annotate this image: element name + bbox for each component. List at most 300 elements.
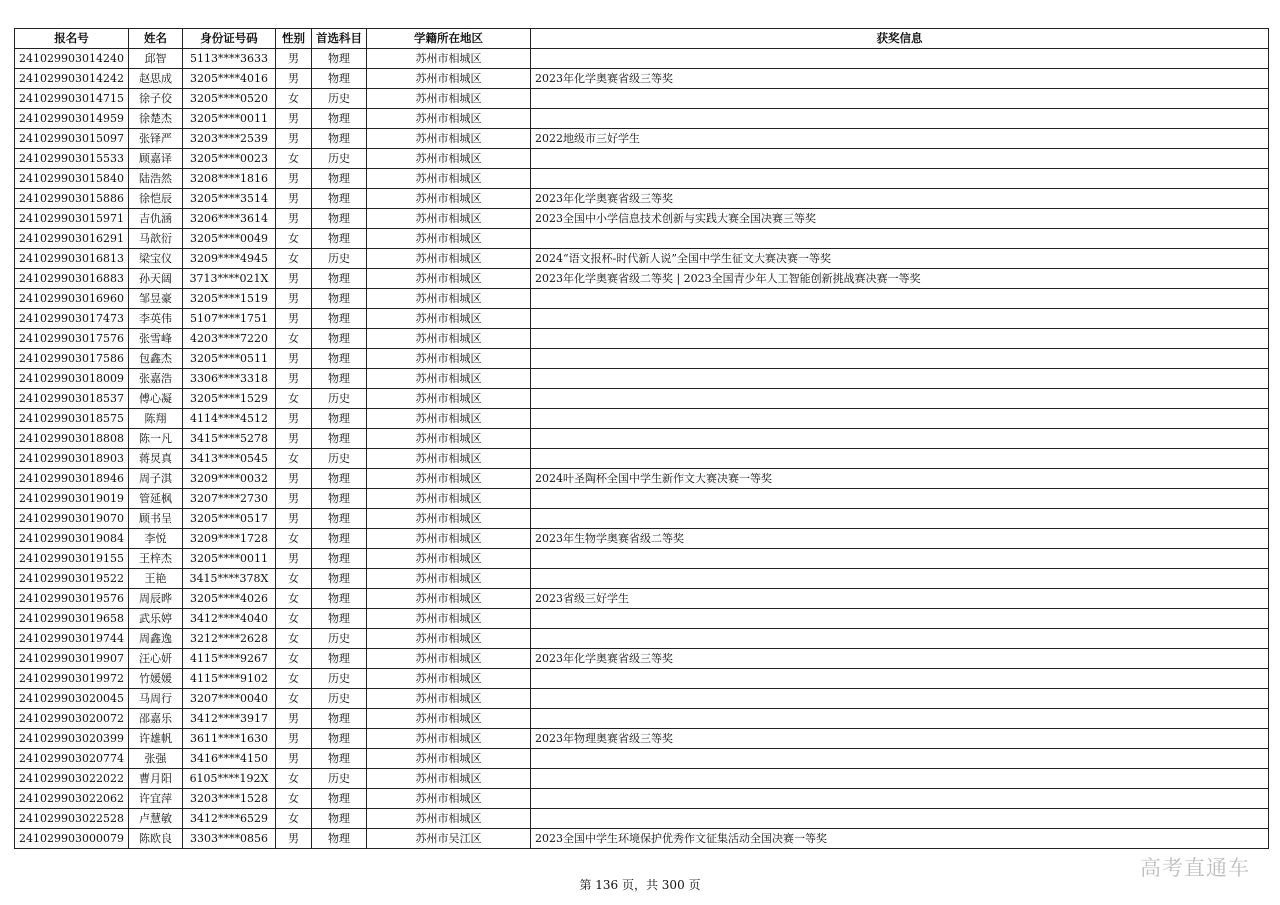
cell-id-number: 3611****1630	[182, 729, 275, 749]
cell-gender: 女	[275, 669, 311, 689]
cell-primary-subject: 物理	[311, 569, 366, 589]
cell-registration-number: 241029903018903	[15, 449, 129, 469]
cell-name: 马歆衍	[128, 229, 182, 249]
cell-name: 徐子佼	[128, 89, 182, 109]
cell-award-info	[530, 409, 1268, 429]
cell-school-region: 苏州市相城区	[366, 149, 530, 169]
cell-registration-number: 241029903016813	[15, 249, 129, 269]
cell-name: 王梓杰	[128, 549, 182, 569]
column-header-id-number: 身份证号码	[182, 29, 275, 49]
cell-id-number: 3205****0023	[182, 149, 275, 169]
cell-gender: 男	[275, 209, 311, 229]
cell-id-number: 3209****4945	[182, 249, 275, 269]
table-row	[15, 689, 1269, 709]
cell-award-info: 2023年化学奥赛省级三等奖	[530, 69, 1268, 89]
cell-gender: 女	[275, 329, 311, 349]
cell-id-number: 4114****4512	[182, 409, 275, 429]
cell-id-number: 3416****4150	[182, 749, 275, 769]
table-row	[15, 229, 1269, 249]
cell-school-region: 苏州市相城区	[366, 229, 530, 249]
table-row	[15, 49, 1269, 69]
cell-gender: 女	[275, 649, 311, 669]
cell-award-info: 2023年化学奥赛省级三等奖	[530, 649, 1268, 669]
cell-school-region: 苏州市相城区	[366, 809, 530, 829]
cell-gender: 男	[275, 129, 311, 149]
column-header-award-info: 获奖信息	[530, 29, 1268, 49]
cell-id-number: 3203****1528	[182, 789, 275, 809]
cell-award-info	[530, 689, 1268, 709]
table-row	[15, 169, 1269, 189]
cell-primary-subject: 历史	[311, 149, 366, 169]
cell-primary-subject: 物理	[311, 349, 366, 369]
cell-school-region: 苏州市相城区	[366, 489, 530, 509]
cell-id-number: 3205****0049	[182, 229, 275, 249]
table-row	[15, 509, 1269, 529]
cell-primary-subject: 物理	[311, 529, 366, 549]
column-header-name: 姓名	[128, 29, 182, 49]
table-row	[15, 349, 1269, 369]
cell-gender: 女	[275, 609, 311, 629]
cell-primary-subject: 物理	[311, 489, 366, 509]
cell-primary-subject: 物理	[311, 709, 366, 729]
table-row	[15, 329, 1269, 349]
cell-registration-number: 241029903016883	[15, 269, 129, 289]
cell-registration-number: 241029903000079	[15, 829, 129, 849]
cell-award-info: 2023全国中学生环境保护优秀作文征集活动全国决赛一等奖	[530, 829, 1268, 849]
cell-primary-subject: 历史	[311, 769, 366, 789]
cell-gender: 男	[275, 469, 311, 489]
cell-school-region: 苏州市相城区	[366, 429, 530, 449]
cell-primary-subject: 物理	[311, 109, 366, 129]
cell-registration-number: 241029903020774	[15, 749, 129, 769]
cell-award-info	[530, 229, 1268, 249]
cell-primary-subject: 物理	[311, 809, 366, 829]
cell-name: 曹月阳	[128, 769, 182, 789]
table-row	[15, 529, 1269, 549]
cell-gender: 男	[275, 309, 311, 329]
cell-school-region: 苏州市相城区	[366, 89, 530, 109]
cell-name: 张强	[128, 749, 182, 769]
cell-id-number: 3412****4040	[182, 609, 275, 629]
cell-gender: 女	[275, 249, 311, 269]
cell-name: 周子淇	[128, 469, 182, 489]
cell-id-number: 3303****0856	[182, 829, 275, 849]
cell-id-number: 3205****0011	[182, 109, 275, 129]
cell-registration-number: 241029903016291	[15, 229, 129, 249]
cell-primary-subject: 物理	[311, 829, 366, 849]
cell-id-number: 3207****0040	[182, 689, 275, 709]
cell-school-region: 苏州市相城区	[366, 629, 530, 649]
page-number-footer: 第 136 页，共 300 页	[579, 878, 701, 892]
cell-gender: 女	[275, 529, 311, 549]
cell-registration-number: 241029903019522	[15, 569, 129, 589]
cell-name: 许雄帆	[128, 729, 182, 749]
cell-primary-subject: 物理	[311, 309, 366, 329]
cell-school-region: 苏州市吴江区	[366, 829, 530, 849]
cell-id-number: 3415****5278	[182, 429, 275, 449]
cell-registration-number: 241029903018575	[15, 409, 129, 429]
cell-primary-subject: 历史	[311, 89, 366, 109]
cell-name: 徐恺辰	[128, 189, 182, 209]
cell-primary-subject: 物理	[311, 729, 366, 749]
cell-school-region: 苏州市相城区	[366, 389, 530, 409]
cell-gender: 女	[275, 569, 311, 589]
table-header-row	[15, 29, 1269, 49]
table-row	[15, 449, 1269, 469]
table-row	[15, 109, 1269, 129]
cell-award-info	[530, 429, 1268, 449]
cell-registration-number: 241029903019070	[15, 509, 129, 529]
cell-gender: 男	[275, 729, 311, 749]
cell-school-region: 苏州市相城区	[366, 709, 530, 729]
cell-primary-subject: 物理	[311, 649, 366, 669]
cell-award-info	[530, 709, 1268, 729]
table-row	[15, 389, 1269, 409]
table-row	[15, 609, 1269, 629]
cell-registration-number: 241029903022528	[15, 809, 129, 829]
cell-name: 陆浩然	[128, 169, 182, 189]
cell-school-region: 苏州市相城区	[366, 689, 530, 709]
cell-id-number: 3412****6529	[182, 809, 275, 829]
cell-primary-subject: 物理	[311, 289, 366, 309]
cell-id-number: 3207****2730	[182, 489, 275, 509]
cell-registration-number: 241029903022022	[15, 769, 129, 789]
cell-gender: 男	[275, 549, 311, 569]
cell-award-info: 2023全国中小学信息技术创新与实践大赛全国决赛三等奖	[530, 209, 1268, 229]
cell-gender: 女	[275, 589, 311, 609]
table-row	[15, 469, 1269, 489]
cell-school-region: 苏州市相城区	[366, 69, 530, 89]
cell-id-number: 6105****192X	[182, 769, 275, 789]
cell-id-number: 3205****0517	[182, 509, 275, 529]
cell-primary-subject: 物理	[311, 169, 366, 189]
cell-name: 竹媛媛	[128, 669, 182, 689]
table-row	[15, 669, 1269, 689]
cell-name: 邹昱豪	[128, 289, 182, 309]
cell-award-info	[530, 769, 1268, 789]
cell-registration-number: 241029903018808	[15, 429, 129, 449]
cell-award-info	[530, 669, 1268, 689]
cell-registration-number: 241029903017576	[15, 329, 129, 349]
table-row	[15, 309, 1269, 329]
cell-school-region: 苏州市相城区	[366, 129, 530, 149]
cell-school-region: 苏州市相城区	[366, 349, 530, 369]
cell-primary-subject: 物理	[311, 329, 366, 349]
cell-primary-subject: 物理	[311, 789, 366, 809]
cell-primary-subject: 物理	[311, 369, 366, 389]
table-row	[15, 729, 1269, 749]
cell-school-region: 苏州市相城区	[366, 329, 530, 349]
table-row	[15, 369, 1269, 389]
cell-primary-subject: 历史	[311, 669, 366, 689]
cell-award-info: 2023省级三好学生	[530, 589, 1268, 609]
cell-school-region: 苏州市相城区	[366, 649, 530, 669]
cell-id-number: 3713****021X	[182, 269, 275, 289]
cell-name: 张雪峰	[128, 329, 182, 349]
cell-registration-number: 241029903014240	[15, 49, 129, 69]
cell-id-number: 3415****378X	[182, 569, 275, 589]
cell-award-info	[530, 789, 1268, 809]
cell-school-region: 苏州市相城区	[366, 269, 530, 289]
table-row	[15, 209, 1269, 229]
cell-primary-subject: 物理	[311, 509, 366, 529]
table-row	[15, 749, 1269, 769]
cell-name: 马周行	[128, 689, 182, 709]
cell-gender: 男	[275, 369, 311, 389]
column-header-registration-number: 报名号	[15, 29, 129, 49]
cell-award-info	[530, 449, 1268, 469]
cell-registration-number: 241029903017586	[15, 349, 129, 369]
cell-primary-subject: 物理	[311, 209, 366, 229]
cell-name: 包鑫杰	[128, 349, 182, 369]
cell-name: 孙天阔	[128, 269, 182, 289]
cell-award-info	[530, 49, 1268, 69]
cell-school-region: 苏州市相城区	[366, 509, 530, 529]
cell-registration-number: 241029903018537	[15, 389, 129, 409]
table-row	[15, 549, 1269, 569]
table-row	[15, 149, 1269, 169]
cell-name: 陈翔	[128, 409, 182, 429]
cell-registration-number: 241029903015097	[15, 129, 129, 149]
cell-registration-number: 241029903022062	[15, 789, 129, 809]
cell-gender: 女	[275, 89, 311, 109]
cell-award-info	[530, 169, 1268, 189]
cell-award-info: 2023年生物学奥赛省级二等奖	[530, 529, 1268, 549]
cell-school-region: 苏州市相城区	[366, 289, 530, 309]
cell-registration-number: 241029903019658	[15, 609, 129, 629]
cell-name: 赵思成	[128, 69, 182, 89]
cell-award-info	[530, 809, 1268, 829]
cell-gender: 男	[275, 269, 311, 289]
cell-primary-subject: 物理	[311, 129, 366, 149]
student-award-table	[14, 28, 1269, 849]
cell-name: 汪心妍	[128, 649, 182, 669]
table-row	[15, 789, 1269, 809]
cell-name: 李悦	[128, 529, 182, 549]
cell-id-number: 3205****1519	[182, 289, 275, 309]
cell-primary-subject: 物理	[311, 589, 366, 609]
cell-school-region: 苏州市相城区	[366, 169, 530, 189]
cell-award-info	[530, 509, 1268, 529]
cell-name: 邵嘉乐	[128, 709, 182, 729]
cell-primary-subject: 物理	[311, 549, 366, 569]
cell-primary-subject: 物理	[311, 469, 366, 489]
cell-gender: 女	[275, 229, 311, 249]
watermark-logo-text: 高考直通车	[1140, 856, 1250, 880]
cell-primary-subject: 物理	[311, 49, 366, 69]
cell-primary-subject: 物理	[311, 409, 366, 429]
cell-school-region: 苏州市相城区	[366, 209, 530, 229]
cell-primary-subject: 物理	[311, 429, 366, 449]
cell-gender: 男	[275, 749, 311, 769]
cell-award-info	[530, 369, 1268, 389]
cell-name: 梁宝仪	[128, 249, 182, 269]
cell-name: 邱智	[128, 49, 182, 69]
cell-award-info: 2023年化学奥赛省级三等奖	[530, 189, 1268, 209]
cell-gender: 女	[275, 809, 311, 829]
cell-school-region: 苏州市相城区	[366, 549, 530, 569]
cell-school-region: 苏州市相城区	[366, 729, 530, 749]
cell-award-info	[530, 549, 1268, 569]
cell-name: 王艳	[128, 569, 182, 589]
cell-gender: 男	[275, 409, 311, 429]
cell-gender: 女	[275, 389, 311, 409]
cell-id-number: 5107****1751	[182, 309, 275, 329]
table-row	[15, 809, 1269, 829]
cell-primary-subject: 物理	[311, 69, 366, 89]
cell-name: 许宜萍	[128, 789, 182, 809]
cell-registration-number: 241029903019576	[15, 589, 129, 609]
table-row	[15, 569, 1269, 589]
cell-name: 李英伟	[128, 309, 182, 329]
cell-school-region: 苏州市相城区	[366, 309, 530, 329]
cell-id-number: 3205****0520	[182, 89, 275, 109]
cell-school-region: 苏州市相城区	[366, 589, 530, 609]
table-row	[15, 429, 1269, 449]
cell-primary-subject: 物理	[311, 609, 366, 629]
cell-registration-number: 241029903017473	[15, 309, 129, 329]
cell-name: 张铎严	[128, 129, 182, 149]
column-header-gender: 性别	[275, 29, 311, 49]
cell-gender: 女	[275, 689, 311, 709]
cell-gender: 男	[275, 69, 311, 89]
cell-registration-number: 241029903020399	[15, 729, 129, 749]
cell-school-region: 苏州市相城区	[366, 569, 530, 589]
cell-registration-number: 241029903020072	[15, 709, 129, 729]
cell-id-number: 3205****0011	[182, 549, 275, 569]
table-row	[15, 769, 1269, 789]
cell-school-region: 苏州市相城区	[366, 409, 530, 429]
table-row	[15, 129, 1269, 149]
cell-gender: 男	[275, 429, 311, 449]
cell-registration-number: 241029903018009	[15, 369, 129, 389]
cell-registration-number: 241029903019907	[15, 649, 129, 669]
cell-id-number: 3205****3514	[182, 189, 275, 209]
cell-award-info	[530, 149, 1268, 169]
cell-school-region: 苏州市相城区	[366, 669, 530, 689]
cell-gender: 男	[275, 49, 311, 69]
cell-id-number: 3412****3917	[182, 709, 275, 729]
cell-name: 周辰晔	[128, 589, 182, 609]
cell-name: 卢慧敏	[128, 809, 182, 829]
cell-registration-number: 241029903015533	[15, 149, 129, 169]
cell-name: 管延枫	[128, 489, 182, 509]
cell-primary-subject: 物理	[311, 189, 366, 209]
table-row	[15, 589, 1269, 609]
cell-award-info	[530, 749, 1268, 769]
cell-gender: 男	[275, 709, 311, 729]
cell-registration-number: 241029903016960	[15, 289, 129, 309]
cell-award-info	[530, 289, 1268, 309]
cell-id-number: 3209****1728	[182, 529, 275, 549]
cell-registration-number: 241029903020045	[15, 689, 129, 709]
cell-id-number: 3205****0511	[182, 349, 275, 369]
cell-primary-subject: 物理	[311, 269, 366, 289]
cell-award-info	[530, 389, 1268, 409]
table-row	[15, 269, 1269, 289]
cell-gender: 男	[275, 109, 311, 129]
cell-id-number: 3203****2539	[182, 129, 275, 149]
cell-gender: 女	[275, 149, 311, 169]
cell-gender: 男	[275, 829, 311, 849]
cell-id-number: 5113****3633	[182, 49, 275, 69]
cell-id-number: 3205****1529	[182, 389, 275, 409]
cell-school-region: 苏州市相城区	[366, 449, 530, 469]
cell-id-number: 3212****2628	[182, 629, 275, 649]
table-row	[15, 249, 1269, 269]
cell-award-info	[530, 629, 1268, 649]
table-body	[15, 49, 1269, 849]
table-row	[15, 489, 1269, 509]
cell-registration-number: 241029903015840	[15, 169, 129, 189]
table-row	[15, 189, 1269, 209]
cell-gender: 女	[275, 769, 311, 789]
cell-award-info: 2024“语文报杯-时代新人说”全国中学生征文大赛决赛一等奖	[530, 249, 1268, 269]
cell-school-region: 苏州市相城区	[366, 189, 530, 209]
cell-id-number: 3205****4016	[182, 69, 275, 89]
cell-gender: 女	[275, 449, 311, 469]
cell-gender: 男	[275, 489, 311, 509]
table-row	[15, 709, 1269, 729]
cell-school-region: 苏州市相城区	[366, 769, 530, 789]
cell-school-region: 苏州市相城区	[366, 369, 530, 389]
cell-school-region: 苏州市相城区	[366, 49, 530, 69]
cell-school-region: 苏州市相城区	[366, 469, 530, 489]
cell-award-info	[530, 89, 1268, 109]
cell-id-number: 3209****0032	[182, 469, 275, 489]
table-row	[15, 89, 1269, 109]
cell-registration-number: 241029903019744	[15, 629, 129, 649]
cell-award-info	[530, 489, 1268, 509]
cell-registration-number: 241029903014242	[15, 69, 129, 89]
cell-registration-number: 241029903015886	[15, 189, 129, 209]
table-row	[15, 629, 1269, 649]
table-row	[15, 69, 1269, 89]
cell-award-info	[530, 349, 1268, 369]
cell-award-info: 2024叶圣陶杯全国中学生新作文大赛决赛一等奖	[530, 469, 1268, 489]
cell-id-number: 3413****0545	[182, 449, 275, 469]
table-row	[15, 289, 1269, 309]
cell-id-number: 3208****1816	[182, 169, 275, 189]
cell-award-info: 2023年物理奥赛省级三等奖	[530, 729, 1268, 749]
cell-award-info	[530, 569, 1268, 589]
cell-primary-subject: 历史	[311, 389, 366, 409]
cell-school-region: 苏州市相城区	[366, 749, 530, 769]
cell-gender: 男	[275, 349, 311, 369]
cell-gender: 男	[275, 509, 311, 529]
cell-registration-number: 241029903015971	[15, 209, 129, 229]
cell-primary-subject: 历史	[311, 249, 366, 269]
cell-id-number: 4115****9102	[182, 669, 275, 689]
cell-name: 蒋炅真	[128, 449, 182, 469]
cell-gender: 女	[275, 789, 311, 809]
cell-registration-number: 241029903018946	[15, 469, 129, 489]
cell-name: 张嘉浩	[128, 369, 182, 389]
cell-school-region: 苏州市相城区	[366, 789, 530, 809]
cell-gender: 女	[275, 629, 311, 649]
cell-school-region: 苏州市相城区	[366, 249, 530, 269]
cell-id-number: 4115****9267	[182, 649, 275, 669]
cell-gender: 男	[275, 189, 311, 209]
cell-award-info: 2023年化学奥赛省级二等奖 | 2023全国青少年人工智能创新挑战赛决赛一等奖	[530, 269, 1268, 289]
student-award-table-container	[14, 28, 1269, 849]
table-row	[15, 829, 1269, 849]
cell-id-number: 3205****4026	[182, 589, 275, 609]
cell-gender: 男	[275, 289, 311, 309]
cell-school-region: 苏州市相城区	[366, 529, 530, 549]
cell-name: 吉仇涵	[128, 209, 182, 229]
cell-registration-number: 241029903019019	[15, 489, 129, 509]
